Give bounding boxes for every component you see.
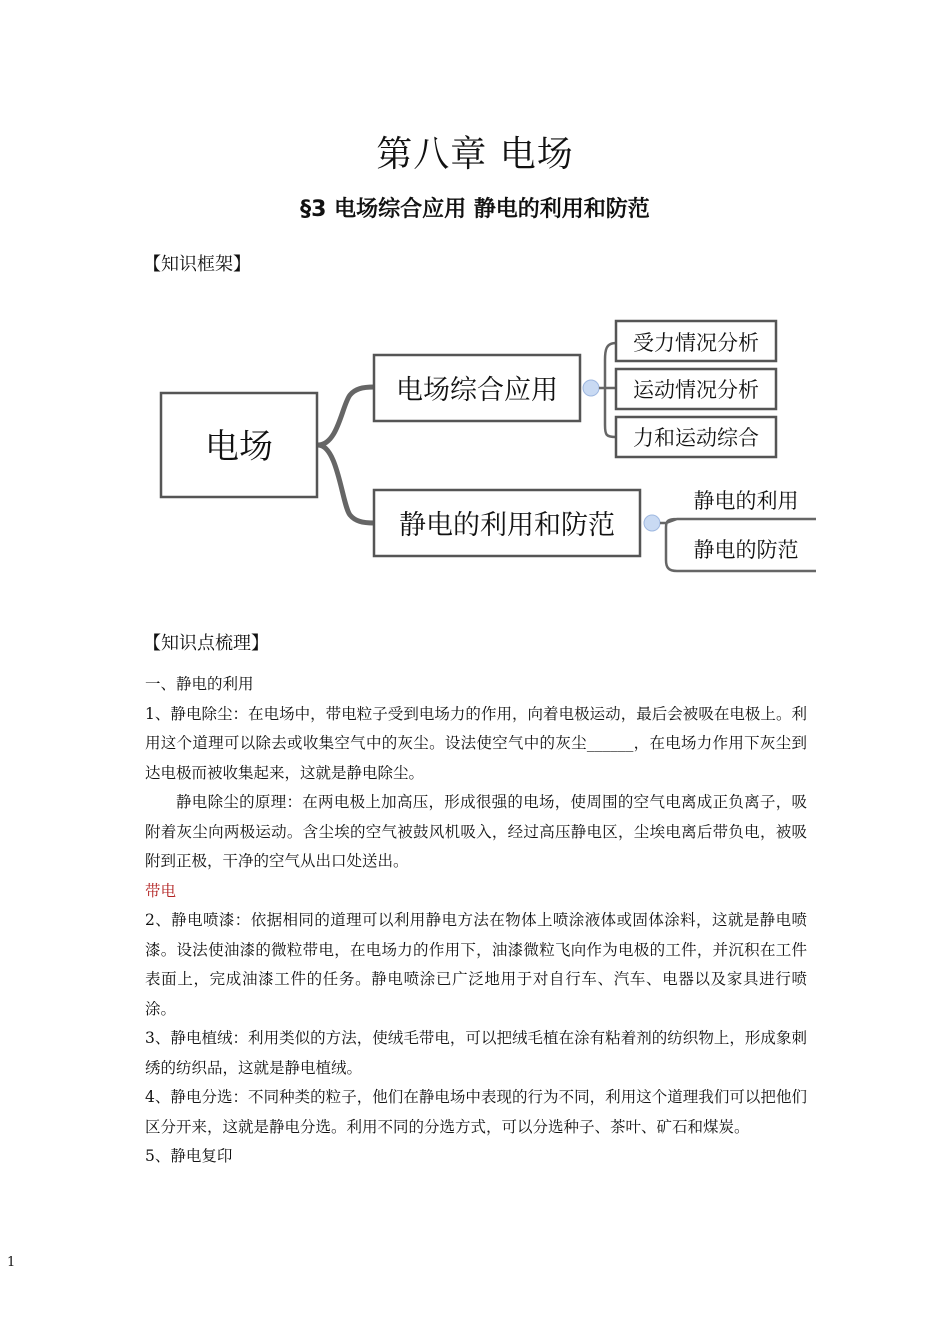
leaf-node-force-analysis	[616, 321, 776, 361]
root-node-label: 电场	[205, 427, 273, 467]
branch-application-connector	[599, 343, 616, 437]
branch-node-electrostatics	[374, 490, 640, 556]
branch-node-application	[374, 355, 580, 421]
leaf-node-motion-analysis-label: 运动情况分析	[633, 378, 759, 402]
paragraph-flocking: 3、静电植绒：利用类似的方法，使绒毛带电，可以把绒毛植在涂有粘着剂的纺织物上，形成象刺绣的纺织品，这就是静电植绒。	[145, 1029, 807, 1077]
knowledge-content	[145, 670, 807, 1172]
root-connector	[318, 387, 374, 523]
collapse-dot-electrostatics	[644, 515, 660, 531]
leaf-node-electrostatic-use-label: 静电的利用	[693, 489, 799, 513]
paragraph-dust-principle: 静电除尘的原理：在两电极上加高压，形成很强的电场，使周围的空气电离成正负离子，吸附着灰尘向两极运动。含尘埃的空气被鼓风机吸入，经过高压静电区，尘埃电离后带负电，被吸附到正极，干净的空气从出口处送出。	[145, 793, 807, 870]
leaf-node-force-analysis-label: 受力情况分析	[633, 331, 759, 355]
paragraph-spray-painting: 2、静电喷漆：依据相同的道理可以利用静电方法在物体上喷涂液体或固体涂料，这就是静电喷漆。设法使油漆的微粒带电，在电场力的作用下，油漆微粒飞向作为电极的工件，并沉积在工件表面上，完成油漆工件的任务。静电喷涂已广泛地用于对自行车、汽车、电器以及家具进行喷涂。	[145, 911, 807, 1018]
paragraph-dust-removal: 1、静电除尘：在电场中，带电粒子受到电场力的作用，向着电极运动，最后会被吸在电极上。利用这个道理可以除去或收集空气中的灰尘。设法使空气中的灰尘______，在电场力作用下灰尘到达电极而被收集起来，这就是静电除尘。	[145, 704, 807, 782]
knowledge-mindmap	[150, 305, 830, 580]
framework-heading: 【知识框架】	[143, 254, 251, 275]
answer-note: 带电	[145, 881, 177, 900]
chapter-title: 第八章 电场	[376, 134, 574, 175]
paragraph-separation: 4、静电分选：不同种类的粒子，他们在静电场中表现的行为不同，利用这个道理我们可以把他们区分开来，这就是静电分选。利用不同的分选方式，可以分选种子、茶叶、矿石和煤炭。	[145, 1088, 807, 1136]
paragraph-copying: 5、静电复印	[145, 1147, 233, 1165]
page-number: 1	[7, 1255, 16, 1270]
leaf-node-force-motion-combined-label: 力和运动综合	[633, 426, 759, 450]
leaf-node-motion-analysis	[616, 369, 776, 409]
knowledge-heading: 【知识点梳理】	[143, 633, 269, 654]
collapse-dot-application	[583, 380, 599, 396]
branch-node-application-label: 电场综合应用	[396, 375, 558, 406]
section-title: §3 电场综合应用 静电的利用和防范	[300, 197, 650, 222]
leaf-node-electrostatic-prevention-label: 静电的防范	[693, 538, 799, 562]
section-heading-use: 一、静电的利用	[145, 675, 254, 693]
leaf-node-force-motion-combined	[616, 417, 776, 457]
root-node	[161, 393, 317, 497]
branch-node-electrostatics-label: 静电的利用和防范	[399, 510, 615, 541]
